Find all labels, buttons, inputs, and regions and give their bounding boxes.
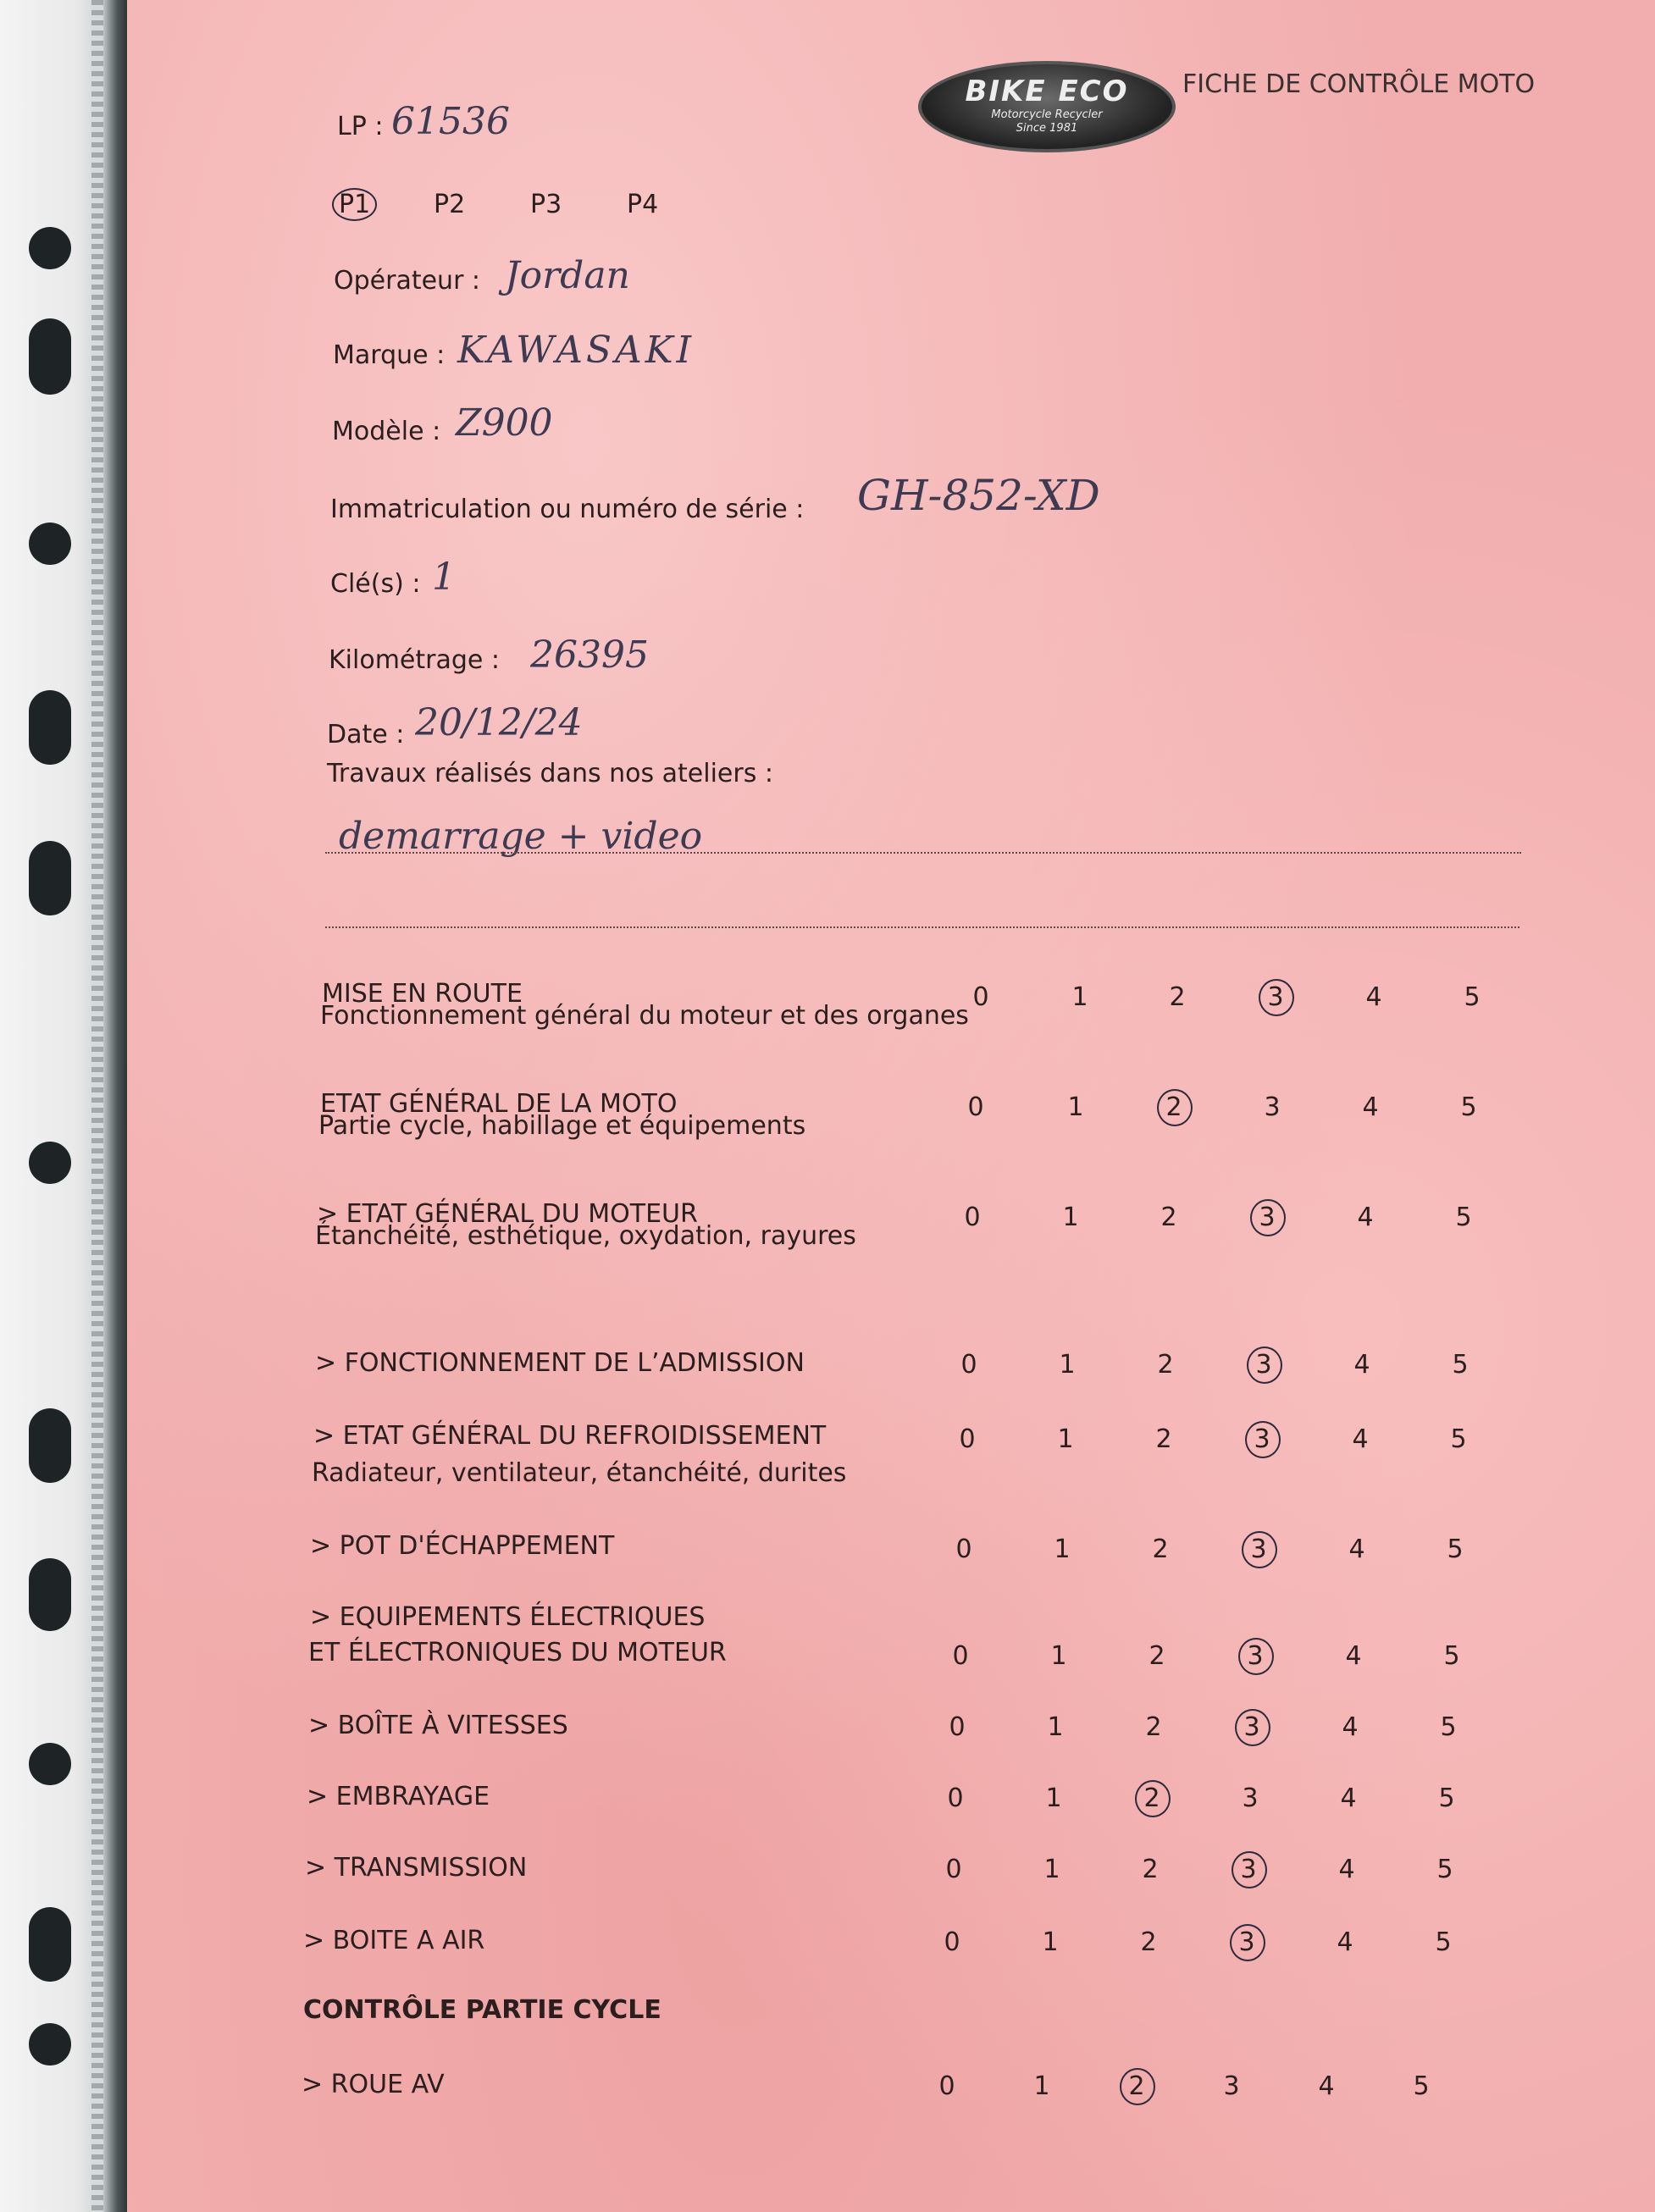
keys-value[interactable]: 1 [432,556,456,599]
works-line-2 [325,926,1519,928]
model-label: Modèle : [332,417,441,446]
binder-sleeve [0,0,127,2212]
punch-hole [29,1907,71,1982]
section-7-score-1[interactable]: 1 [1050,1641,1067,1671]
page-option-p4[interactable]: P4 [627,190,659,219]
section-9-score-0[interactable]: 0 [947,1783,964,1813]
cycle-section-1-score-3[interactable]: 3 [1223,2071,1240,2101]
section-3-score-1[interactable]: 1 [1062,1203,1079,1232]
section-1-score-0[interactable]: 0 [972,982,989,1012]
section-8-score-4[interactable]: 4 [1342,1712,1359,1742]
operator-label: Opérateur : [334,266,481,296]
cycle-section-1-score-4[interactable]: 4 [1318,2071,1335,2101]
section-5-subtitle: Radiateur, ventilateur, étanchéité, durites [312,1458,847,1488]
cycle-section-1-score-5[interactable]: 5 [1413,2071,1430,2101]
section-2-subtitle: Partie cycle, habillage et équipements [318,1111,806,1141]
section-1-score-2[interactable]: 2 [1169,982,1186,1012]
punch-hole [29,1743,71,1785]
section-6-score-5[interactable]: 5 [1447,1535,1464,1564]
section-5-title: > ETAT GÉNÉRAL DU REFROIDISSEMENT [313,1421,827,1451]
section-11-score-4[interactable]: 4 [1337,1927,1353,1957]
section-2-score-5[interactable]: 5 [1460,1092,1477,1122]
punch-hole [29,1558,71,1631]
section-4-score-2[interactable]: 2 [1157,1350,1174,1380]
section-3-score-3-selected[interactable]: 3 [1247,1203,1287,1232]
brand-label: Marque : [333,340,446,370]
section-1-score-5[interactable]: 5 [1464,982,1481,1012]
section-10-score-0[interactable]: 0 [945,1855,962,1884]
section-1-score-4[interactable]: 4 [1365,982,1382,1012]
page-option-p2[interactable]: P2 [434,190,466,219]
section-5-score-5[interactable]: 5 [1450,1424,1467,1454]
section-6-title: > POT D'ÉCHAPPEMENT [310,1531,615,1561]
section-2-score-1[interactable]: 1 [1067,1092,1084,1122]
section-7-score-3-selected[interactable]: 3 [1235,1641,1276,1671]
bike-eco-logo: BIKE ECO Motorcycle Recycler Since 1981 [918,61,1176,152]
section-5-score-0[interactable]: 0 [959,1424,976,1454]
section-6-score-2[interactable]: 2 [1152,1535,1169,1564]
section-10-score-3-selected[interactable]: 3 [1228,1855,1269,1884]
section-11-score-2[interactable]: 2 [1140,1927,1157,1957]
section-7-title: > EQUIPEMENTS ÉLECTRIQUES [310,1602,706,1632]
section-6-score-0[interactable]: 0 [955,1535,972,1564]
section-4-title: > FONCTIONNEMENT DE L’ADMISSION [315,1348,805,1378]
section-10-score-2[interactable]: 2 [1142,1855,1159,1884]
page-option-p1[interactable]: P1 [332,190,377,219]
section-9-score-4[interactable]: 4 [1340,1783,1357,1813]
punch-hole [29,1408,71,1483]
section-11-title: > BOITE A AIR [303,1926,485,1955]
section-2-score-2-selected[interactable]: 2 [1154,1092,1194,1122]
section-10-score-5[interactable]: 5 [1436,1855,1453,1884]
section-9-score-2-selected[interactable]: 2 [1132,1783,1172,1813]
page-title: FICHE DE CONTRÔLE MOTO [1182,69,1536,99]
section-3-score-2[interactable]: 2 [1160,1203,1177,1232]
punch-hole [29,841,71,915]
section-2-score-3[interactable]: 3 [1264,1092,1281,1122]
punch-hole [29,2023,71,2065]
section-1-subtitle: Fonctionnement général du moteur et des organes [320,1001,969,1031]
section-1-score-1[interactable]: 1 [1071,982,1088,1012]
registration-value[interactable]: GH-852-XD [857,471,1100,520]
section-8-score-1[interactable]: 1 [1047,1712,1064,1742]
section-6-score-4[interactable]: 4 [1348,1535,1365,1564]
section-2-score-0[interactable]: 0 [967,1092,984,1122]
section-1-title: MISE EN ROUTE [322,979,523,1009]
section-8-score-2[interactable]: 2 [1145,1712,1162,1742]
section-3-score-0[interactable]: 0 [964,1203,981,1232]
section-2-score-4[interactable]: 4 [1362,1092,1379,1122]
section-10-score-4[interactable]: 4 [1338,1855,1355,1884]
works-line-1 [325,852,1521,854]
section-3-subtitle: Étanchéité, esthétique, oxydation, rayures [315,1221,856,1251]
punch-hole [29,227,71,269]
section-9-title: > EMBRAYAGE [307,1782,490,1811]
section-5-score-2[interactable]: 2 [1155,1424,1172,1454]
section-9-score-1[interactable]: 1 [1045,1783,1062,1813]
section-8-score-0[interactable]: 0 [949,1712,966,1742]
section-5-score-4[interactable]: 4 [1352,1424,1369,1454]
section-8-title: > BOÎTE À VITESSES [308,1711,568,1740]
model-value[interactable]: Z900 [456,401,553,445]
section-3-score-4[interactable]: 4 [1357,1203,1374,1232]
page-option-p3[interactable]: P3 [530,190,562,219]
works-value[interactable]: demarrage + video [339,815,703,858]
section-8-score-5[interactable]: 5 [1440,1712,1457,1742]
section-5-score-1[interactable]: 1 [1057,1424,1074,1454]
section-7-score-4[interactable]: 4 [1345,1641,1362,1671]
section-3-title: > ETAT GÉNÉRAL DU MOTEUR [317,1199,698,1229]
punch-hole [29,318,71,395]
lp-value[interactable]: 61536 [391,100,510,143]
section-8-score-3-selected[interactable]: 3 [1232,1712,1272,1742]
cycle-heading: CONTRÔLE PARTIE CYCLE [303,1995,661,2025]
section-4-score-0[interactable]: 0 [960,1350,977,1380]
section-7-score-2[interactable]: 2 [1149,1641,1165,1671]
section-1-score-3-selected[interactable]: 3 [1255,982,1296,1012]
cycle-section-1-title: > ROUE AV [302,2070,445,2099]
section-10-score-1[interactable]: 1 [1043,1855,1060,1884]
section-11-score-0[interactable]: 0 [944,1927,960,1957]
keys-label: Clé(s) : [330,569,421,599]
section-7-score-0[interactable]: 0 [952,1641,969,1671]
punch-hole [29,523,71,565]
section-5-score-3-selected[interactable]: 3 [1242,1424,1282,1454]
sleeve-ridge [91,0,103,2212]
section-10-title: > TRANSMISSION [305,1853,528,1883]
date-label: Date : [327,720,405,749]
mileage-value[interactable]: 26395 [530,633,649,677]
section-7-subtitle: ET ÉLECTRONIQUES DU MOTEUR [308,1638,727,1667]
section-2-title: ETAT GÉNÉRAL DE LA MOTO [320,1089,678,1119]
section-7-score-5[interactable]: 5 [1443,1641,1460,1671]
section-4-score-5[interactable]: 5 [1452,1350,1469,1380]
section-3-score-5[interactable]: 5 [1455,1203,1472,1232]
works-label: Travaux réalisés dans nos ateliers : [327,759,773,788]
operator-value[interactable]: Jordan [505,254,630,297]
section-11-score-5[interactable]: 5 [1435,1927,1452,1957]
section-6-score-3-selected[interactable]: 3 [1238,1535,1279,1564]
section-4-score-3-selected[interactable]: 3 [1243,1350,1284,1380]
section-4-score-1[interactable]: 1 [1059,1350,1076,1380]
punch-hole [29,690,71,765]
lp-label: LP : [337,112,384,141]
section-11-score-3-selected[interactable]: 3 [1226,1927,1267,1957]
section-9-score-3[interactable]: 3 [1242,1783,1259,1813]
section-9-score-5[interactable]: 5 [1438,1783,1455,1813]
cycle-section-1-score-0[interactable]: 0 [938,2071,955,2101]
punch-hole [29,1142,71,1184]
section-4-score-4[interactable]: 4 [1353,1350,1370,1380]
cycle-section-1-score-1[interactable]: 1 [1033,2071,1050,2101]
cycle-section-1-score-2-selected[interactable]: 2 [1116,2071,1157,2101]
registration-label: Immatriculation ou numéro de série : [330,495,805,524]
section-11-score-1[interactable]: 1 [1042,1927,1059,1957]
date-value[interactable]: 20/12/24 [415,701,583,744]
mileage-label: Kilométrage : [329,645,501,675]
section-6-score-1[interactable]: 1 [1054,1535,1071,1564]
brand-value[interactable]: KAWASAKI [457,329,695,372]
